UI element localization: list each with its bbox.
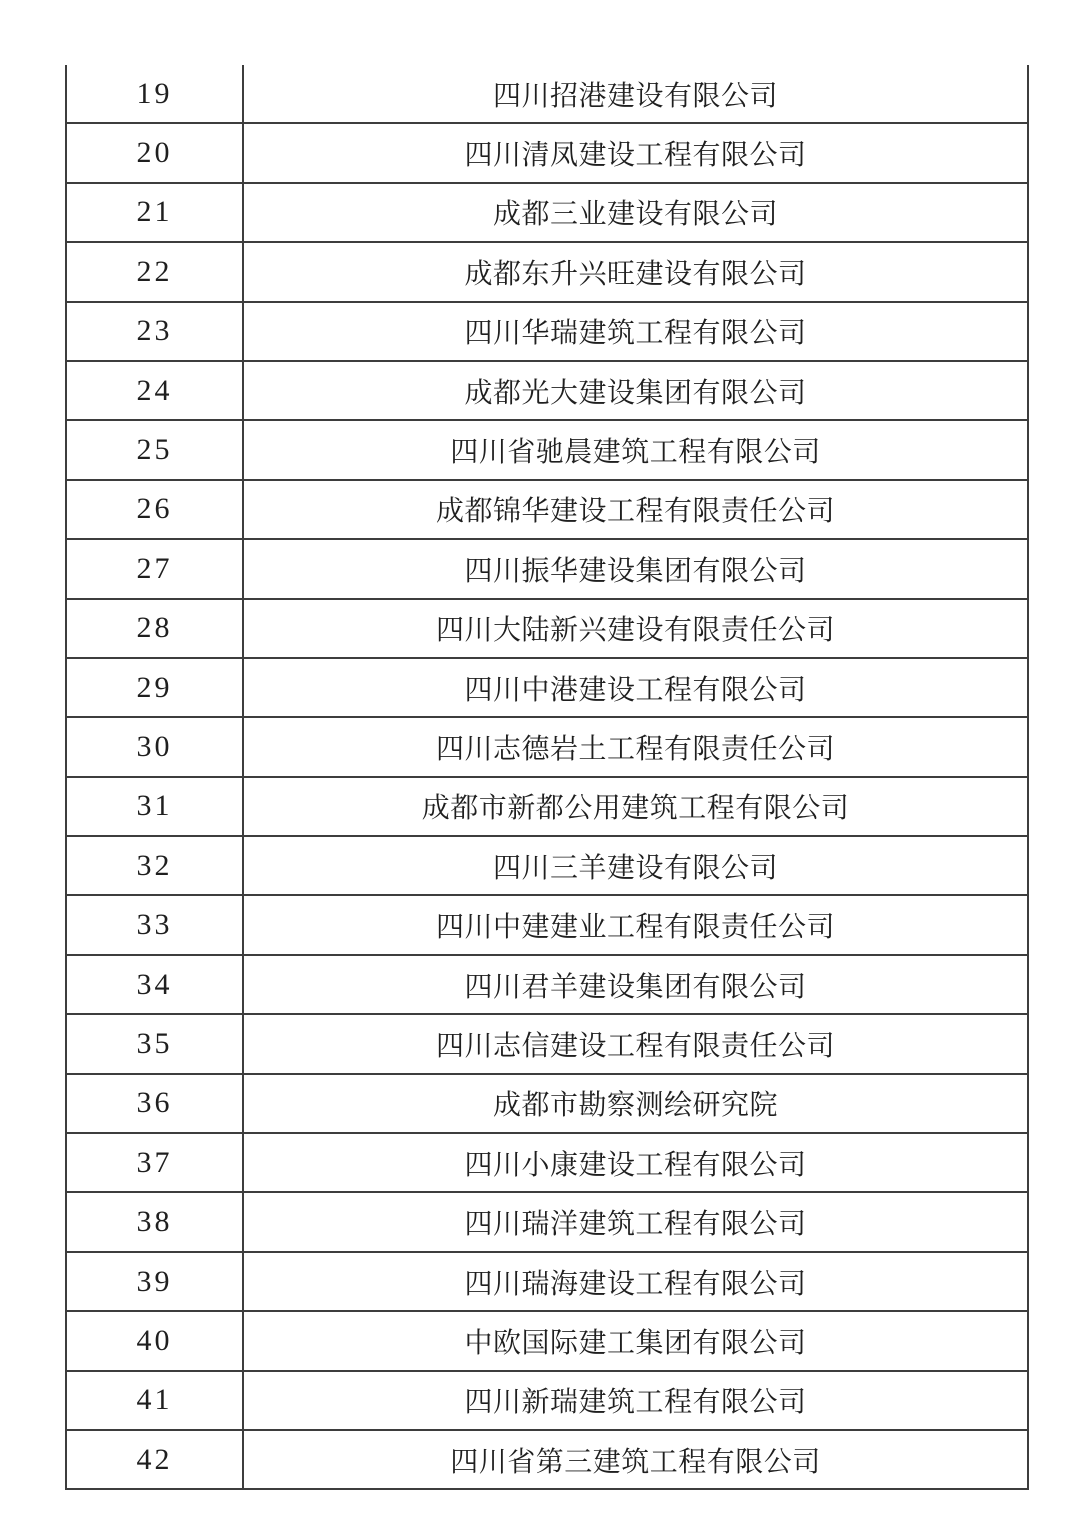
table-row: [66, 599, 1028, 658]
table-row: [66, 658, 1028, 717]
table-row: [66, 1430, 1028, 1489]
company-name-cell: 四川三羊建设有限公司: [243, 836, 1028, 895]
row-number-cell: 26: [66, 480, 243, 539]
company-name-cell: 四川招港建设有限公司: [243, 65, 1028, 123]
row-number-cell: 20: [66, 123, 243, 182]
table-row: [66, 1133, 1028, 1192]
table-row: [66, 480, 1028, 539]
table-row: [66, 242, 1028, 301]
row-number-cell: 36: [66, 1074, 243, 1133]
company-name-cell: 四川志信建设工程有限责任公司: [243, 1014, 1028, 1073]
row-number-cell: 21: [66, 183, 243, 242]
row-number-cell: 40: [66, 1311, 243, 1370]
row-number-cell: 27: [66, 539, 243, 598]
table-row: [66, 1014, 1028, 1073]
row-number-cell: 29: [66, 658, 243, 717]
company-name-cell: 成都东升兴旺建设有限公司: [243, 242, 1028, 301]
row-number-cell: 28: [66, 599, 243, 658]
table-row: [66, 1252, 1028, 1311]
row-number-cell: 22: [66, 242, 243, 301]
row-number-cell: 37: [66, 1133, 243, 1192]
company-name-cell: 四川小康建设工程有限公司: [243, 1133, 1028, 1192]
company-name-cell: 成都光大建设集团有限公司: [243, 361, 1028, 420]
row-number-cell: 35: [66, 1014, 243, 1073]
company-name-cell: 成都市勘察测绘研究院: [243, 1074, 1028, 1133]
row-number-cell: 32: [66, 836, 243, 895]
row-number-cell: 38: [66, 1192, 243, 1251]
company-name-cell: 成都锦华建设工程有限责任公司: [243, 480, 1028, 539]
company-name-cell: 四川省驰晨建筑工程有限公司: [243, 420, 1028, 479]
company-name-cell: 四川大陆新兴建设有限责任公司: [243, 599, 1028, 658]
company-table-body: [66, 65, 1028, 1489]
company-name-cell: 四川振华建设集团有限公司: [243, 539, 1028, 598]
row-number-cell: 39: [66, 1252, 243, 1311]
table-row: [66, 955, 1028, 1014]
table-row: [66, 1311, 1028, 1370]
table-row: [66, 539, 1028, 598]
table-row: [66, 836, 1028, 895]
table-row: [66, 895, 1028, 954]
company-table: [65, 65, 1029, 1490]
table-row: [66, 302, 1028, 361]
row-number-cell: 24: [66, 361, 243, 420]
company-name-cell: 四川清凤建设工程有限公司: [243, 123, 1028, 182]
table-row: [66, 183, 1028, 242]
company-name-cell: 四川瑞洋建筑工程有限公司: [243, 1192, 1028, 1251]
table-row: [66, 1371, 1028, 1430]
row-number-cell: 30: [66, 717, 243, 776]
row-number-cell: 33: [66, 895, 243, 954]
table-row: [66, 420, 1028, 479]
table-row: [66, 1192, 1028, 1251]
table-row: [66, 65, 1028, 123]
company-name-cell: 四川志德岩土工程有限责任公司: [243, 717, 1028, 776]
row-number-cell: 41: [66, 1371, 243, 1430]
row-number-cell: 23: [66, 302, 243, 361]
table-row: [66, 1074, 1028, 1133]
company-name-cell: 中欧国际建工集团有限公司: [243, 1311, 1028, 1370]
company-name-cell: 四川瑞海建设工程有限公司: [243, 1252, 1028, 1311]
row-number-cell: 42: [66, 1430, 243, 1489]
company-name-cell: 成都市新都公用建筑工程有限公司: [243, 777, 1028, 836]
table-row: [66, 123, 1028, 182]
company-name-cell: 四川君羊建设集团有限公司: [243, 955, 1028, 1014]
table-row: [66, 777, 1028, 836]
company-name-cell: 四川新瑞建筑工程有限公司: [243, 1371, 1028, 1430]
company-name-cell: 四川中建建业工程有限责任公司: [243, 895, 1028, 954]
row-number-cell: 19: [66, 65, 243, 123]
table-row: [66, 361, 1028, 420]
company-name-cell: 成都三业建设有限公司: [243, 183, 1028, 242]
company-name-cell: 四川华瑞建筑工程有限公司: [243, 302, 1028, 361]
table-row: [66, 717, 1028, 776]
company-name-cell: 四川中港建设工程有限公司: [243, 658, 1028, 717]
row-number-cell: 34: [66, 955, 243, 1014]
company-name-cell: 四川省第三建筑工程有限公司: [243, 1430, 1028, 1489]
row-number-cell: 31: [66, 777, 243, 836]
row-number-cell: 25: [66, 420, 243, 479]
